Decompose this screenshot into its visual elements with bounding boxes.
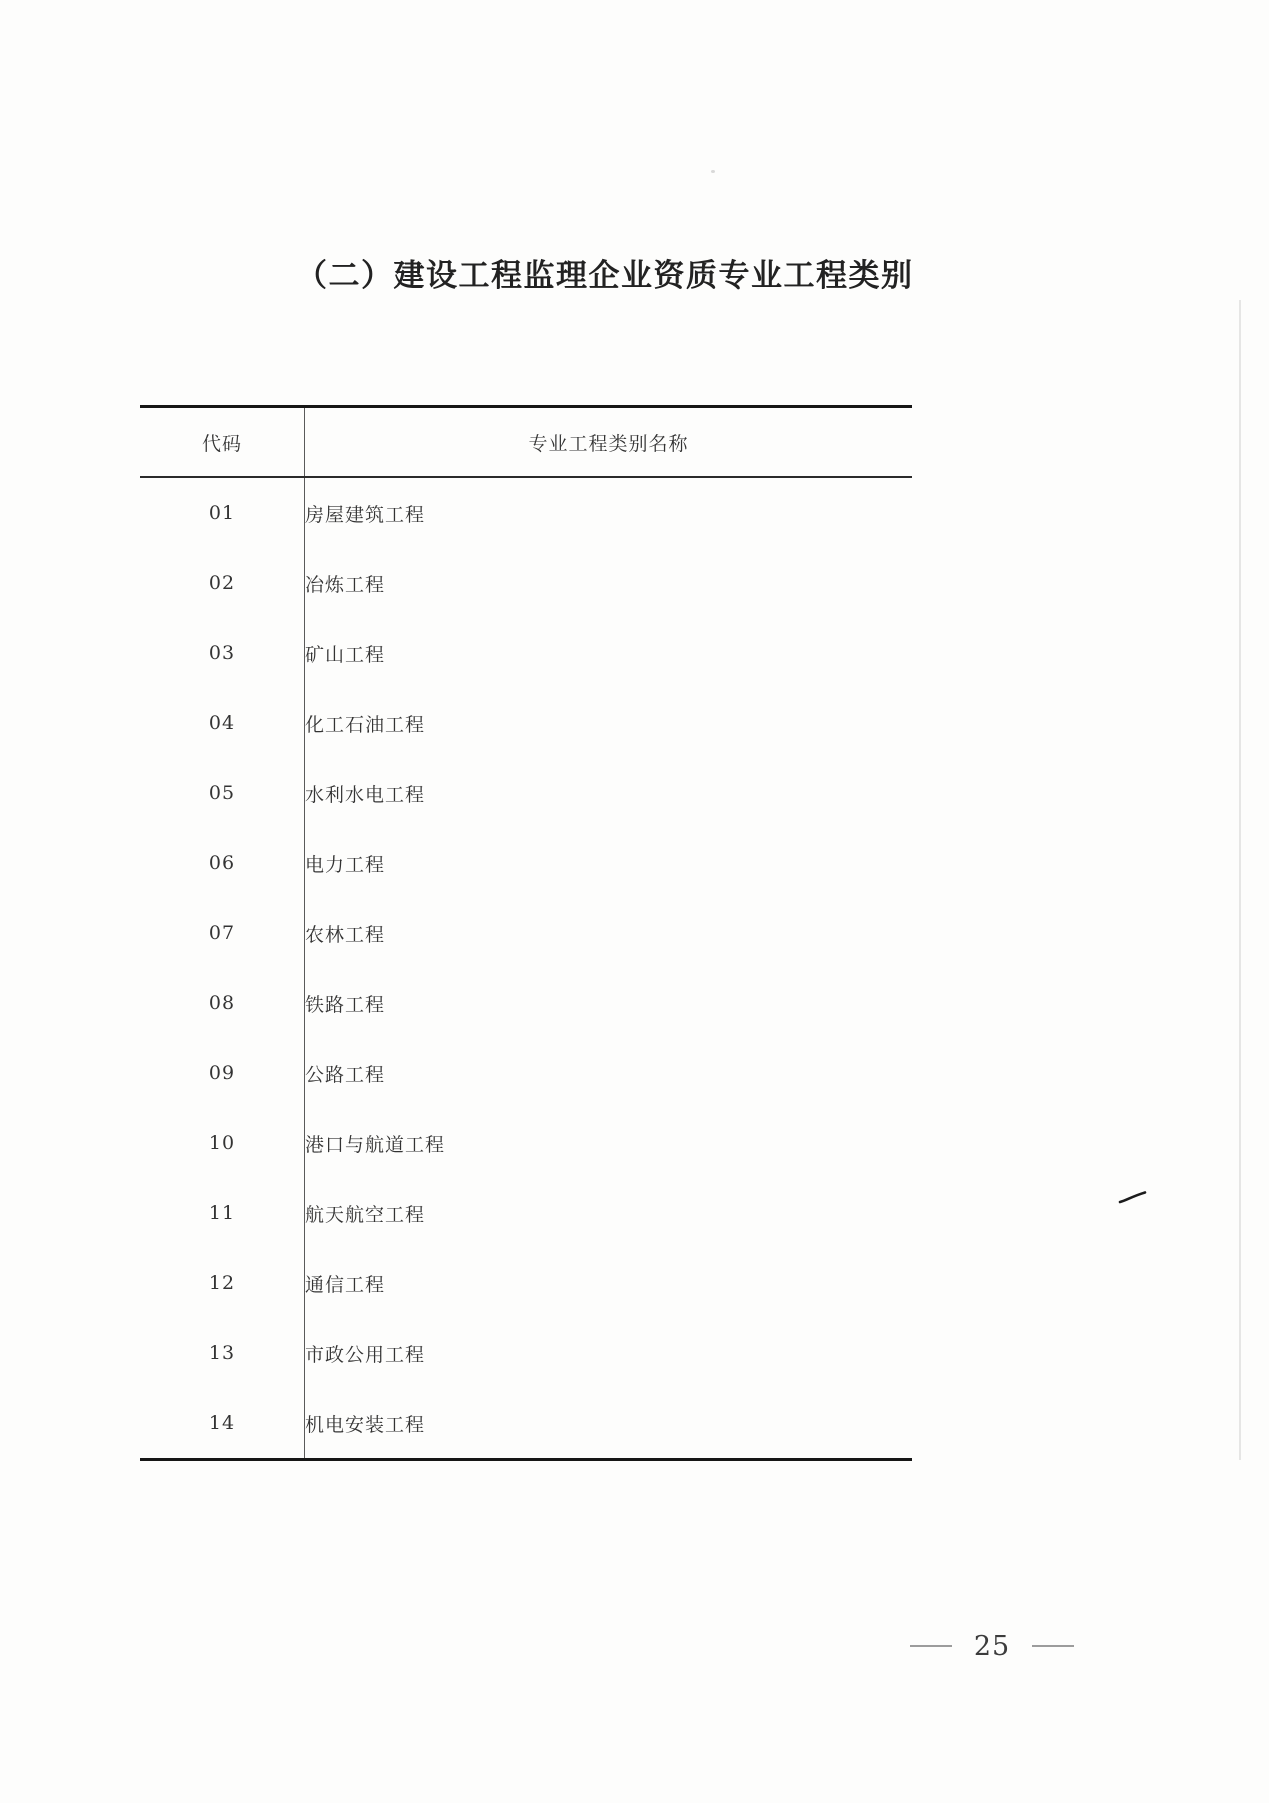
row-name: 电力工程 [305, 853, 386, 876]
row-code: 09 [140, 1038, 305, 1108]
row-name: 矿山工程 [305, 643, 386, 666]
page-number-right-dash-icon [1032, 1645, 1074, 1647]
scan-speck-artifact [711, 170, 715, 173]
table-header-row [140, 407, 912, 478]
row-code: 06 [140, 828, 305, 898]
table-row [140, 1388, 912, 1460]
row-code: 04 [140, 688, 305, 758]
table-row [140, 898, 912, 968]
row-name: 水利水电工程 [305, 783, 426, 806]
table-row [140, 1038, 912, 1108]
table-row [140, 1248, 912, 1318]
scan-edge-artifact [1239, 300, 1241, 1460]
pen-mark-artifact [1118, 1190, 1148, 1206]
table-row [140, 1108, 912, 1178]
category-table [140, 405, 912, 1461]
table-body [140, 477, 912, 1460]
row-name: 公路工程 [305, 1063, 386, 1086]
page-number [872, 1628, 1112, 1664]
row-code: 07 [140, 898, 305, 968]
page-number-value: 25 [973, 1630, 1011, 1662]
table-row [140, 1318, 912, 1388]
row-name: 通信工程 [305, 1273, 386, 1296]
row-code: 03 [140, 618, 305, 688]
row-name: 港口与航道工程 [305, 1133, 446, 1156]
row-name: 铁路工程 [305, 993, 386, 1016]
table-row [140, 548, 912, 618]
row-code: 10 [140, 1108, 305, 1178]
row-code: 14 [140, 1388, 305, 1460]
row-code: 01 [140, 477, 305, 548]
row-code: 12 [140, 1248, 305, 1318]
row-name: 机电安装工程 [305, 1413, 426, 1436]
column-header-code: 代码 [140, 407, 305, 478]
row-name: 农林工程 [305, 923, 386, 946]
row-code: 11 [140, 1178, 305, 1248]
row-name: 冶炼工程 [305, 573, 386, 596]
table-row [140, 688, 912, 758]
row-code: 02 [140, 548, 305, 618]
table-row [140, 758, 912, 828]
row-code: 13 [140, 1318, 305, 1388]
row-code: 08 [140, 968, 305, 1038]
table-row [140, 828, 912, 898]
table-header [140, 407, 912, 478]
row-name: 化工石油工程 [305, 713, 426, 736]
row-code: 05 [140, 758, 305, 828]
table-row [140, 618, 912, 688]
column-header-name: 专业工程类别名称 [305, 407, 913, 478]
row-name: 房屋建筑工程 [305, 503, 426, 526]
table-row [140, 477, 912, 548]
page-title: （二）建设工程监理企业资质专业工程类别 [296, 258, 914, 294]
table-row [140, 968, 912, 1038]
page-number-left-dash-icon [910, 1645, 952, 1647]
row-name: 航天航空工程 [305, 1203, 426, 1226]
row-name: 市政公用工程 [305, 1343, 426, 1366]
table-row [140, 1178, 912, 1248]
